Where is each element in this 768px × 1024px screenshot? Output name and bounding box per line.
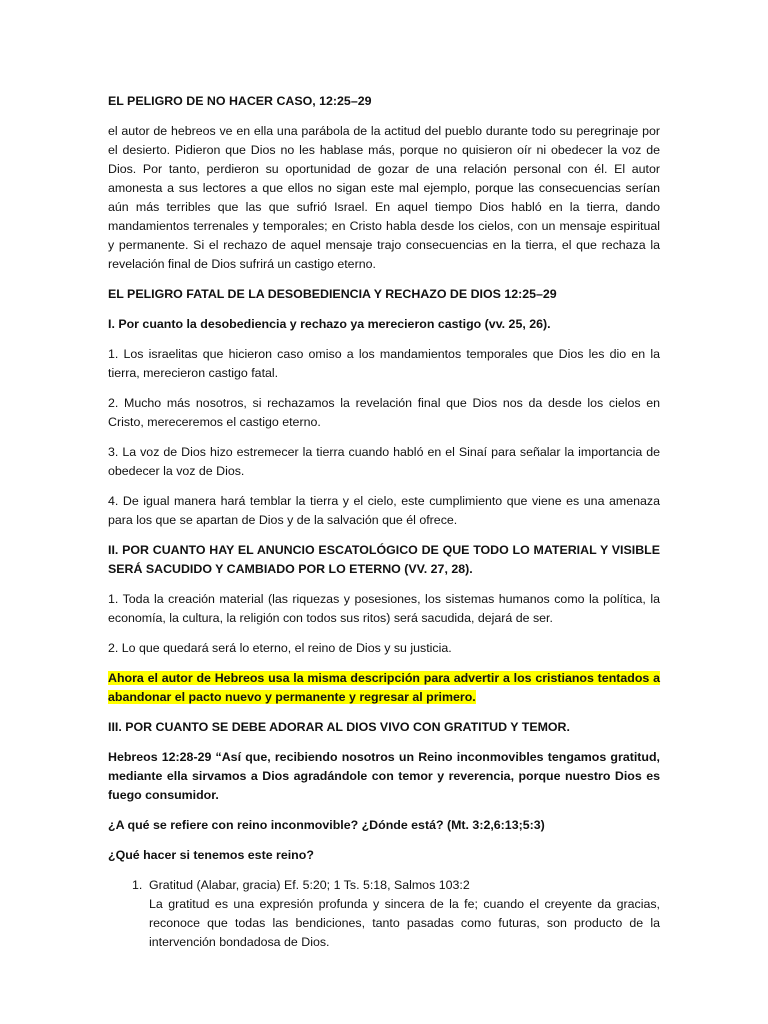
- list-item-number: 1.: [132, 878, 143, 892]
- section-1-heading: I. Por cuanto la desobediencia y rechazo ya merecieron castigo (vv. 25, 26).: [108, 317, 551, 331]
- list-item-title: Gratitud (Alabar, gracia) Ef. 5:20; 1 Ts. 5:18, Salmos 103:2: [149, 878, 470, 892]
- section-2-point-2: 2. Lo que quedará será lo eterno, el reino de Dios y su justicia.: [108, 641, 452, 655]
- intro-paragraph: el autor de hebreos ve en ella una parábola de la actitud del pueblo durante todo su peregrinaje por el desierto. Pidieron que Dios no les hablase más, porque no quisieron oír ni obedecer la voz de Dios. Por tanto, perdieron su oportunidad de gozar de una relación personal con él. El autor amonesta a sus lectores a que ellos no sigan este mal ejemplo, porque las consecuencias serían aún más terribles que las que sufrió Israel. En aquel tiempo Dios habló en la tierra, dando mandamientos terrenales y temporales; en Cristo habla desde los cielos, con un mensaje espiritual y permanente. Si el rechazo de aquel mensaje trajo consecuencias en la tierra, el que rechaza la revelación final de Dios sufrirá un castigo eterno.: [108, 124, 660, 271]
- highlighted-text: Ahora el autor de Hebreos usa la misma descripción para advertir a los cristianos tentados a abandonar el pacto nuevo y permanente y regresar al primero.: [108, 671, 660, 704]
- section-2-point-1: 1. Toda la creación material (las riquezas y posesiones, los sistemas humanos como la política, la economía, la cultura, la religión con todos sus ritos) será sacudida, dejará de ser.: [108, 592, 660, 625]
- question-2: ¿Qué hacer si tenemos este reino?: [108, 848, 314, 862]
- section-2-heading: II. POR CUANTO HAY EL ANUNCIO ESCATOLÓGICO DE QUE TODO LO MATERIAL Y VISIBLE SERÁ SACUDIDO Y CAMBIADO POR LO ETERNO (VV. 27, 28).: [108, 543, 660, 576]
- point-2-paragraph: 2. Mucho más nosotros, si rechazamos la revelación final que Dios nos da desde los cielos en Cristo, mereceremos el castigo eterno.: [108, 396, 660, 429]
- heading-peligro-fatal: EL PELIGRO FATAL DE LA DESOBEDIENCIA Y RECHAZO DE DIOS 12:25–29: [108, 287, 557, 301]
- list-item-body: La gratitud es una expresión profunda y sincera de la fe; cuando el creyente da gracias, reconoce que todas las bendiciones, tanto pasadas como futuras, son producto de la intervención bondadosa de Dios.: [149, 897, 660, 949]
- point-3-paragraph: 3. La voz de Dios hizo estremecer la tierra cuando habló en el Sinaí para señalar la importancia de obedecer la voz de Dios.: [108, 445, 660, 478]
- highlighted-paragraph: [108, 669, 660, 707]
- heading-peligro-no-hacer-caso: EL PELIGRO DE NO HACER CASO, 12:25–29: [108, 94, 372, 108]
- point-4-paragraph: 4. De igual manera hará temblar la tierra y el cielo, este cumplimiento que viene es una amenaza para los que se apartan de Dios y de la salvación que él ofrece.: [108, 494, 660, 527]
- list-item: [108, 876, 660, 952]
- question-1: ¿A qué se refiere con reino inconmovible? ¿Dónde está? (Mt. 3:2,6:13;5:3): [108, 818, 545, 832]
- point-1-paragraph: 1. Los israelitas que hicieron caso omiso a los mandamientos temporales que Dios les dio en la tierra, merecieron castigo fatal.: [108, 347, 660, 380]
- numbered-list: [108, 876, 660, 952]
- section-3-heading: III. POR CUANTO SE DEBE ADORAR AL DIOS VIVO CON GRATITUD Y TEMOR.: [108, 720, 570, 734]
- bible-quote: Hebreos 12:28-29 “Así que, recibiendo nosotros un Reino inconmovibles tengamos gratitud, mediante ella sirvamos a Dios agradándole con temor y reverencia, porque nuestro Dios es fuego consumidor.: [108, 750, 660, 802]
